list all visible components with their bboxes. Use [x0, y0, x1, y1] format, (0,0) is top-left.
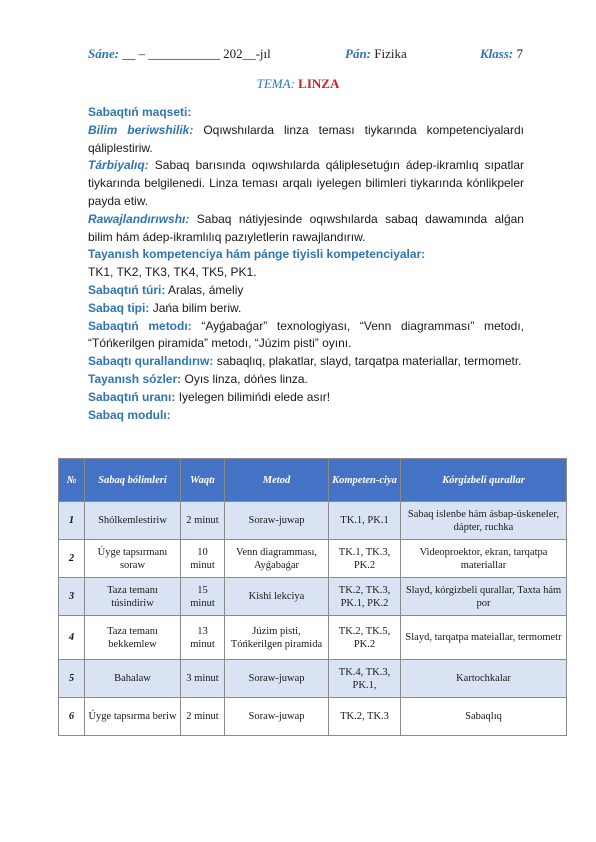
key-words-label: Tayanısh sózler: [88, 371, 182, 386]
developmental-goal [88, 211, 524, 247]
lesson-method [88, 318, 524, 354]
date-label: Sáne: [88, 46, 120, 61]
lesson-motto-label: Sabaqtıń uranı: [88, 389, 176, 404]
row-time: 15 minut [181, 578, 225, 616]
subject-field [345, 46, 407, 62]
lesson-method-text: “Ayǵabaǵar” texnologiyası, “Venn diagramması” metodı, “Tóńkerilgen piramida” metodı, “Júzim pisti” oyını. [88, 318, 525, 351]
row-time: 10 minut [181, 540, 225, 578]
column-header-competency: Kompeten-ciya [329, 459, 401, 502]
upbringing-goal-label: Tárbiyalıq: [88, 158, 149, 173]
column-header-method: Metod [225, 459, 329, 502]
row-visual-aids: Slayd, kórgizbeli qurallar, Taxta hám por [401, 578, 567, 616]
key-words [88, 371, 524, 389]
table-header-row [59, 459, 567, 502]
date-value: __ – ___________ 202__-jıl [122, 46, 271, 61]
row-method: Júzim pisti, Tóńkerilgen piramida [225, 616, 329, 660]
lesson-kind-text: Aralas, ámeliy [168, 282, 244, 297]
upbringing-goal [88, 157, 524, 210]
row-visual-aids: Videoproektor, ekran, tarqatpa materiallar [401, 540, 567, 578]
competencies-list [88, 264, 524, 282]
lesson-motto-text: Iyelegen bilimińdi elede asır! [178, 389, 331, 404]
lesson-kind [88, 282, 524, 300]
competencies-list-text: TK1, TK2, TK3, TK4, TK5, PK1. [88, 265, 257, 280]
lesson-equipment-label: Sabaqtı qurallandırıw: [88, 354, 214, 369]
row-number: 3 [59, 578, 85, 616]
lesson-equipment [88, 353, 524, 371]
upbringing-goal-text: Sabaq barısında oqıwshılarda qáliplesetuǵın ádep-ikramlıq sıpatlar tiykarında belgilenedi. Linza teması arqalı iyelegen bilimleri tiykarında kónlikpeler payda etiw. [88, 158, 524, 208]
row-method: Venn diagramması, Ayǵabaǵar [225, 540, 329, 578]
lesson-type-text: Jańa bilim beriw. [152, 300, 242, 315]
lesson-module-heading [88, 407, 524, 425]
lesson-method-label: Sabaqtıń metodı: [88, 318, 192, 333]
row-competency: TK.4, TK.3, PK.1, [329, 660, 401, 698]
column-header-time: Waqtı [181, 459, 225, 502]
row-method: Kishi lekciya [225, 578, 329, 616]
table-row [59, 698, 567, 736]
subject-value: Fizika [374, 46, 407, 61]
class-value: 7 [516, 46, 523, 61]
goal-heading [88, 104, 524, 122]
row-number: 2 [59, 540, 85, 578]
class-label: Klass: [480, 46, 514, 61]
lesson-description [88, 104, 524, 424]
topic-value: LINZA [298, 76, 340, 91]
row-method: Soraw-juwap [225, 660, 329, 698]
table-row [59, 540, 567, 578]
row-method: Soraw-juwap [225, 502, 329, 540]
row-visual-aids: Sabaq islenbe hám ásbap-úskeneler, dápter, ruchka [401, 502, 567, 540]
row-competency: TK.1, PK.1 [329, 502, 401, 540]
lesson-module-table [58, 458, 567, 736]
row-section: Shólkemlestiriw [85, 502, 181, 540]
row-visual-aids: Kartochkalar [401, 660, 567, 698]
column-header-section: Sabaq bólimleri [85, 459, 181, 502]
row-time: 2 minut [181, 502, 225, 540]
row-visual-aids: Sabaqlıq [401, 698, 567, 736]
table-row [59, 502, 567, 540]
table-row [59, 660, 567, 698]
row-time: 2 minut [181, 698, 225, 736]
row-method: Soraw-juwap [225, 698, 329, 736]
row-number: 5 [59, 660, 85, 698]
row-section: Taza temanı túsindiriw [85, 578, 181, 616]
row-competency: TK.2, TK.3, PK.1, PK.2 [329, 578, 401, 616]
educational-goal-text: Oqıwshılarda linza teması tiykarında kompetenciyalardı qáliplestiriw. [88, 122, 524, 155]
lesson-kind-label: Sabaqtıń túri: [88, 282, 166, 297]
class-field [480, 46, 523, 62]
key-words-text: Oyıs linza, dóńes linza. [184, 371, 308, 386]
row-section: Taza temanı bekkemlew [85, 616, 181, 660]
column-header-number: № [59, 459, 85, 502]
row-section: Bahalaw [85, 660, 181, 698]
goal-heading-text: Sabaqtıń maqseti: [88, 105, 192, 119]
developmental-goal-text: Sabaq nátiyjesinde oqıwshılarda sabaq dawamında alǵan bilim hám ádep-ikramlılıq pazıyletlerin rawajlandırıw. [88, 211, 524, 244]
row-number: 4 [59, 616, 85, 660]
topic-title [0, 76, 596, 92]
competencies-heading [88, 246, 524, 264]
lesson-motto [88, 389, 524, 407]
column-header-visual-aids: Kórgizbeli qurallar [401, 459, 567, 502]
lesson-type-label: Sabaq tipi: [88, 300, 150, 315]
subject-label: Pán: [345, 46, 371, 61]
row-section: Úyge tapsırma beriw [85, 698, 181, 736]
date-field [88, 46, 271, 62]
row-number: 1 [59, 502, 85, 540]
competencies-heading-text: Tayanısh kompetenciya hám pánge tiyisli kompetenciyalar: [88, 247, 426, 262]
row-time: 13 minut [181, 616, 225, 660]
table-row [59, 578, 567, 616]
row-number: 6 [59, 698, 85, 736]
educational-goal [88, 122, 524, 158]
row-time: 3 minut [181, 660, 225, 698]
header-line [88, 46, 528, 64]
developmental-goal-label: Rawajlandırıwshı: [88, 211, 190, 226]
row-competency: TK.2, TK.5, PK.2 [329, 616, 401, 660]
row-competency: TK.2, TK.3 [329, 698, 401, 736]
educational-goal-label: Bilim beriwshilik: [88, 122, 194, 137]
topic-label: TEMA: [256, 76, 295, 91]
lesson-module-heading-text: Sabaq modulı: [88, 407, 171, 422]
row-section: Úyge tapsırmanı soraw [85, 540, 181, 578]
row-competency: TK.1, TK.3, PK.2 [329, 540, 401, 578]
lesson-equipment-text: sabaqlıq, plakatlar, slayd, tarqatpa materiallar, termometr. [216, 354, 522, 369]
lesson-type [88, 300, 524, 318]
table-row [59, 616, 567, 660]
row-visual-aids: Slayd, tarqatpa mateiallar, termometr [401, 616, 567, 660]
